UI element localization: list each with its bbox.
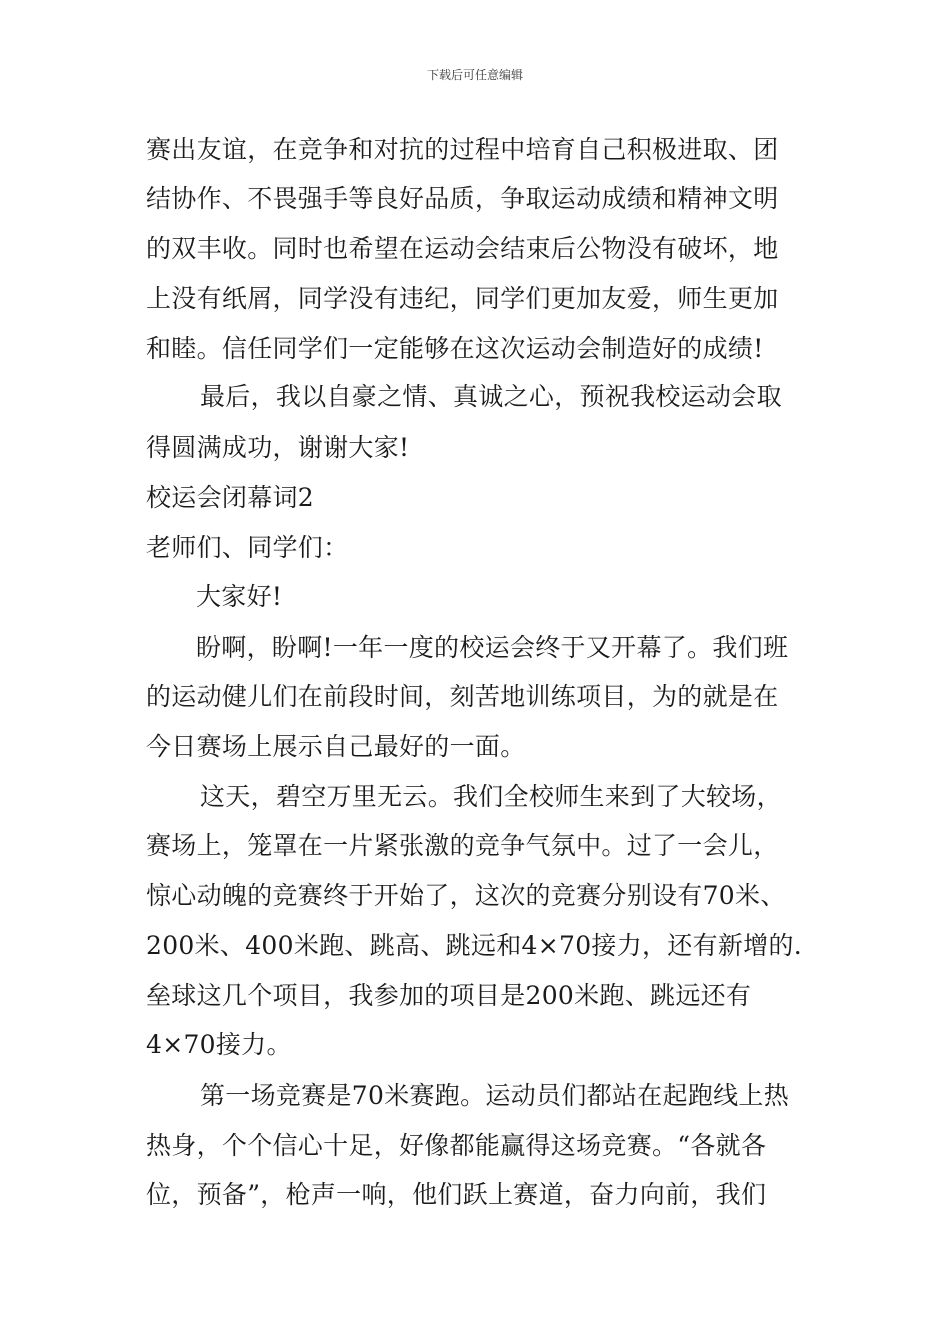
body-line: 今日赛场上展示自己最好的一面。: [146, 732, 526, 761]
body-line: 和睦。信任同学们一定能够在这次运动会制造好的成绩!: [146, 334, 764, 363]
body-line: 的运动健儿们在前段时间，刻苦地训练项目，为的就是在: [146, 682, 779, 711]
body-line: 惊心动魄的竞赛终于开始了，这次的竞赛分别设有70米、: [146, 881, 786, 910]
body-line: 得圆满成功，谢谢大家!: [146, 433, 410, 462]
greeting: 大家好!: [196, 582, 283, 611]
paragraph-first-line: 最后，我以自豪之情、真诚之心，预祝我校运动会取: [200, 382, 782, 411]
body-line: 结协作、不畏强手等良好品质，争取运动成绩和精神文明: [146, 184, 779, 213]
page-header: 下载后可任意编辑: [426, 68, 523, 82]
paragraph-first-line: 盼啊，盼啊!一年一度的校运会终于又开幕了。我们班: [196, 633, 789, 662]
body-line: 赛出友谊，在竞争和对抗的过程中培育自己积极进取、团: [146, 135, 779, 164]
body-line: 上没有纸屑，同学没有违纪，同学们更加友爱，师生更加: [146, 284, 779, 313]
body-line: 200米、400米跑、跳高、跳远和4×70接力，还有新增的.: [146, 931, 803, 960]
body-line: 赛场上，笼罩在一片紧张激的竞争气氛中。过了一会儿，: [146, 831, 779, 860]
body-line: 位，预备”，枪声一响，他们跃上赛道，奋力向前，我们: [146, 1180, 767, 1209]
paragraph-first-line: 这天，碧空万里无云。我们全校师生来到了大较场，: [200, 782, 782, 811]
salutation: 老师们、同学们：: [146, 533, 349, 562]
body-line: 的双丰收。同时也希望在运动会结束后公物没有破坏，地: [146, 234, 779, 263]
body-line: 热身，个个信心十足，好像都能赢得这场竞赛。“各就各: [146, 1131, 767, 1160]
body-line: 垒球这几个项目，我参加的项目是200米跑、跳远还有: [146, 981, 752, 1010]
body-line: 4×70接力。: [146, 1030, 292, 1059]
section-title: 校运会闭幕词2: [146, 483, 315, 512]
paragraph-first-line: 第一场竞赛是70米赛跑。运动员们都站在起跑线上热: [200, 1081, 790, 1110]
